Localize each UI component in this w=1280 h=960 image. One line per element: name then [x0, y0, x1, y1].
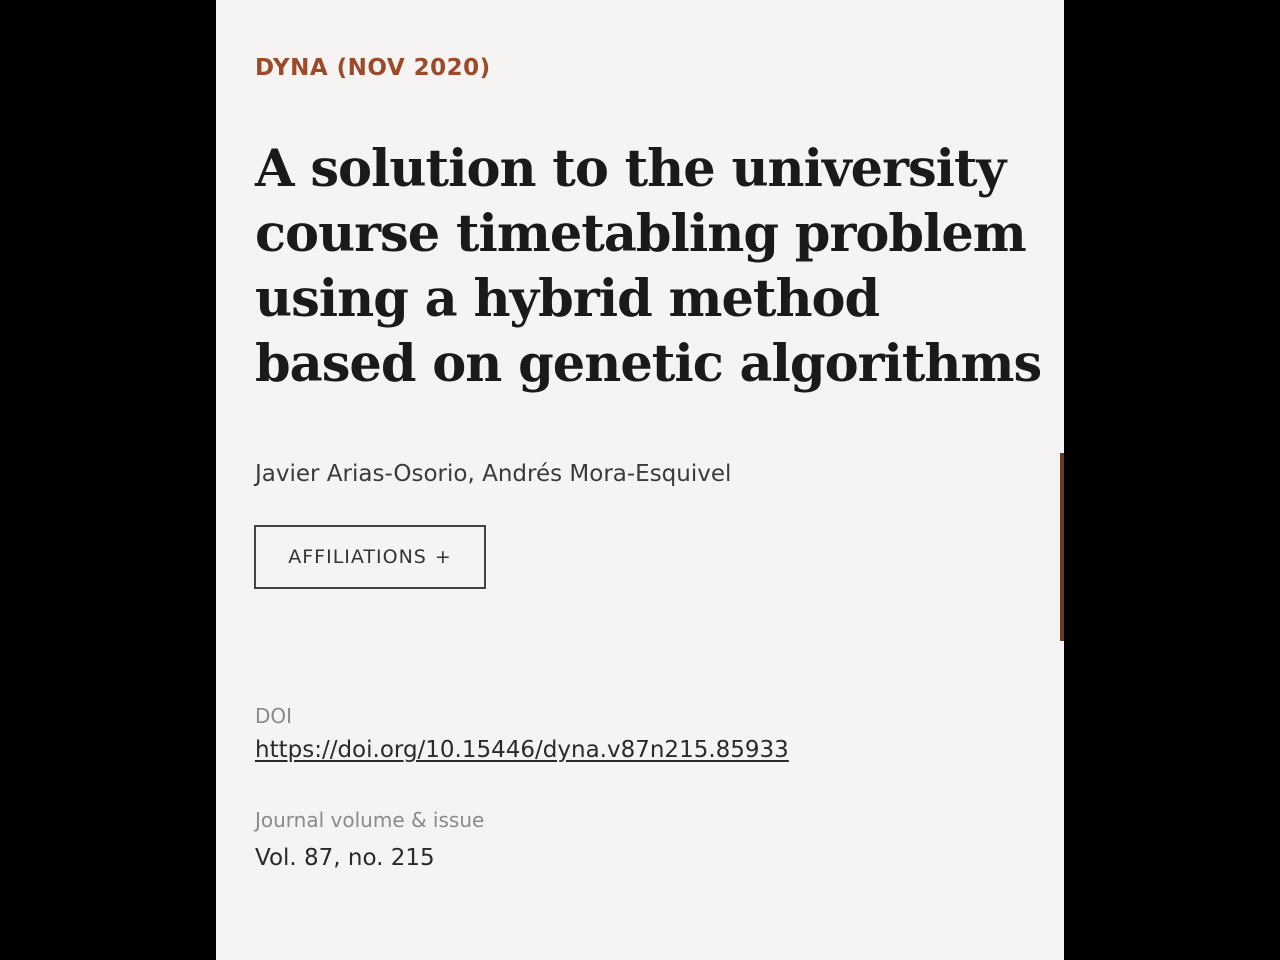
doi-link[interactable]: https://doi.org/10.15446/dyna.v87n215.85933 [255, 737, 789, 763]
volume-issue-label: Journal volume & issue [255, 808, 485, 832]
accent-divider [1060, 453, 1064, 641]
affiliations-button-label: AFFILIATIONS [288, 546, 427, 568]
plus-icon: + [434, 546, 452, 568]
volume-issue-value: Vol. 87, no. 215 [255, 845, 435, 871]
authors-list: Javier Arias-Osorio, Andrés Mora-Esquivel [255, 461, 732, 487]
article-page [216, 0, 1064, 960]
doi-label: DOI [255, 704, 293, 728]
article-title: A solution to the university course timetabling problem using a hybrid method based on genetic algorithms [255, 139, 1042, 394]
affiliations-button[interactable] [254, 525, 486, 589]
journal-label[interactable]: DYNA (NOV 2020) [255, 55, 491, 81]
